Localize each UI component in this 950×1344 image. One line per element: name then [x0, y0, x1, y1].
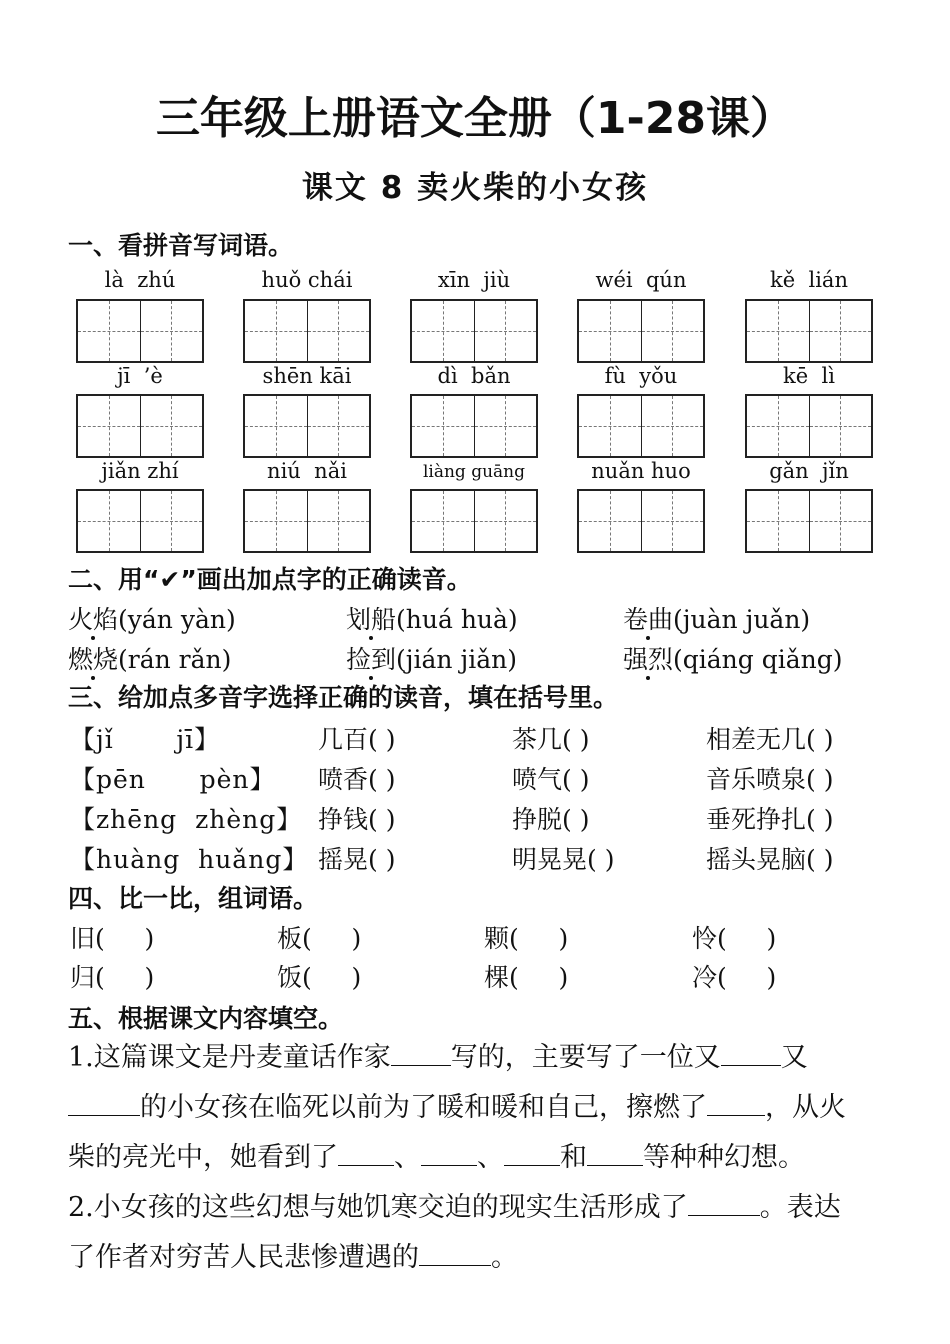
tianzige-cell[interactable]	[641, 301, 704, 361]
answer-blank[interactable]	[391, 1035, 451, 1066]
polyphone-item: 音乐喷泉( )	[706, 765, 834, 794]
page-title: 三年级上册语文全册（1-28课）	[155, 93, 795, 144]
tianzige-cell[interactable]	[412, 301, 474, 361]
compare-item: 饭( )	[277, 963, 362, 992]
tianzige-cell[interactable]	[140, 301, 203, 361]
pinyin-label: kě lián	[770, 268, 848, 292]
pinyin-label: jiǎn zhí	[101, 459, 179, 483]
fill-question-1-line1: 1.这篇课文是丹麦童话作家 写的，主要写了一位又 又	[68, 1033, 808, 1083]
answer-blank[interactable]	[587, 1135, 643, 1166]
pronunciation-item: 捡到(jián jiǎn)	[346, 645, 517, 674]
tianzige-cell[interactable]	[747, 301, 809, 361]
tianzige-cell[interactable]	[412, 396, 474, 456]
writing-grid-box[interactable]	[243, 394, 371, 458]
pronunciation-item: 划船(huá huà)	[346, 605, 518, 634]
tianzige-cell[interactable]	[474, 301, 537, 361]
pinyin-label: dì bǎn	[437, 364, 511, 388]
writing-grid-box[interactable]	[745, 394, 873, 458]
tianzige-cell[interactable]	[641, 396, 704, 456]
compare-item: 板( )	[277, 924, 362, 953]
pinyin-label: jī ’è	[117, 364, 163, 388]
pinyin-label: huǒ chái	[261, 268, 353, 292]
pinyin-label: là zhú	[104, 268, 176, 292]
writing-grid-box[interactable]	[76, 299, 204, 363]
answer-blank[interactable]	[504, 1135, 560, 1166]
tianzige-cell[interactable]	[245, 301, 307, 361]
polyphone-item: 挣脱( )	[512, 805, 590, 834]
tianzige-cell[interactable]	[474, 396, 537, 456]
answer-blank[interactable]	[721, 1035, 781, 1066]
polyphone-item: 喷香( )	[318, 765, 396, 794]
pronunciation-item: 强烈(qiáng qiǎng)	[623, 645, 843, 674]
writing-grid-box[interactable]	[577, 299, 705, 363]
reading-options: 【zhēng zhèng】	[70, 805, 303, 834]
tianzige-cell[interactable]	[245, 396, 307, 456]
answer-blank[interactable]	[688, 1185, 760, 1216]
answer-blank[interactable]	[707, 1085, 765, 1116]
pronunciation-item: 燃烧(rán rǎn)	[68, 645, 232, 674]
polyphone-item: 摇头晃脑( )	[706, 845, 834, 874]
section3-heading: 三、给加点多音字选择正确的读音，填在括号里。	[68, 683, 619, 712]
fill-question-1-line3: 柴的亮光中，她看到了 、 、 和 等种种幻想。	[68, 1133, 805, 1183]
writing-grid-box[interactable]	[410, 299, 538, 363]
tianzige-cell[interactable]	[140, 491, 203, 551]
pinyin-label: wéi qún	[595, 268, 687, 292]
section4-heading: 四、比一比，组词语。	[68, 884, 319, 913]
tianzige-cell[interactable]	[579, 491, 641, 551]
lesson-subtitle: 课文 8 卖火柴的小女孩	[301, 170, 649, 206]
compare-item: 归( )	[70, 963, 155, 992]
answer-blank[interactable]	[338, 1135, 394, 1166]
writing-grid-box[interactable]	[577, 394, 705, 458]
polyphone-item: 挣钱( )	[318, 805, 396, 834]
fill-question-2-line1: 2.小女孩的这些幻想与她饥寒交迫的现实生活形成了 。表达	[68, 1183, 841, 1233]
tianzige-cell[interactable]	[641, 491, 704, 551]
pinyin-label: fù yǒu	[604, 364, 678, 388]
reading-options: 【huàng huǎng】	[70, 845, 309, 874]
polyphone-item: 几百( )	[318, 725, 396, 754]
answer-blank[interactable]	[421, 1135, 477, 1166]
section2-heading: 二、用“✔”画出加点字的正确读音。	[68, 565, 472, 594]
tianzige-cell[interactable]	[809, 301, 872, 361]
tianzige-cell[interactable]	[809, 491, 872, 551]
tianzige-cell[interactable]	[747, 396, 809, 456]
polyphone-item: 茶几( )	[512, 725, 590, 754]
fill-question-2-line2: 了作者对穷苦人民悲惨遭遇的 。	[68, 1233, 518, 1283]
pinyin-label: xīn jiù	[437, 268, 511, 292]
compare-item: 冷( )	[692, 963, 777, 992]
writing-grid-box[interactable]	[745, 489, 873, 553]
tianzige-cell[interactable]	[474, 491, 537, 551]
tianzige-cell[interactable]	[78, 491, 140, 551]
fill-question-1-line2: 的小女孩在临死以前为了暖和暖和自己，擦燃了 ，从火	[68, 1083, 846, 1133]
polyphone-item: 垂死挣扎( )	[706, 805, 834, 834]
tianzige-cell[interactable]	[78, 396, 140, 456]
tianzige-cell[interactable]	[747, 491, 809, 551]
section1-heading: 一、看拼音写词语。	[68, 231, 294, 260]
polyphone-item: 明晃晃( )	[512, 845, 615, 874]
compare-item: 颗( )	[484, 924, 569, 953]
writing-grid-box[interactable]	[76, 489, 204, 553]
polyphone-item: 摇晃( )	[318, 845, 396, 874]
tianzige-cell[interactable]	[78, 301, 140, 361]
compare-item: 棵( )	[484, 963, 569, 992]
answer-blank[interactable]	[419, 1235, 491, 1266]
polyphone-item: 喷气( )	[512, 765, 590, 794]
writing-grid-box[interactable]	[410, 394, 538, 458]
writing-grid-box[interactable]	[410, 489, 538, 553]
tianzige-cell[interactable]	[307, 491, 370, 551]
tianzige-cell[interactable]	[412, 491, 474, 551]
writing-grid-box[interactable]	[243, 489, 371, 553]
writing-grid-box[interactable]	[745, 299, 873, 363]
compare-item: 旧( )	[70, 924, 155, 953]
pinyin-label: liàng guāng	[422, 462, 526, 482]
tianzige-cell[interactable]	[579, 301, 641, 361]
tianzige-cell[interactable]	[307, 301, 370, 361]
tianzige-cell[interactable]	[140, 396, 203, 456]
section5-heading: 五、根据课文内容填空。	[68, 1004, 344, 1033]
pinyin-label: niú nǎi	[267, 459, 347, 483]
compare-item: 怜( )	[692, 924, 777, 953]
tianzige-cell[interactable]	[579, 396, 641, 456]
pinyin-label: kē lì	[783, 364, 835, 388]
pinyin-label: shēn kāi	[262, 364, 352, 388]
reading-options: 【pēn pèn】	[70, 765, 276, 794]
polyphone-item: 相差无几( )	[706, 725, 834, 754]
tianzige-cell[interactable]	[307, 396, 370, 456]
writing-grid-box[interactable]	[243, 299, 371, 363]
pinyin-label: nuǎn huo	[591, 459, 691, 483]
answer-blank[interactable]	[68, 1085, 140, 1116]
tianzige-cell[interactable]	[245, 491, 307, 551]
writing-grid-box[interactable]	[577, 489, 705, 553]
tianzige-cell[interactable]	[809, 396, 872, 456]
reading-options: 【jǐ jī】	[70, 725, 221, 754]
pronunciation-item: 卷曲(juàn juǎn)	[623, 605, 811, 634]
pinyin-label: gǎn jǐn	[769, 459, 849, 483]
writing-grid-box[interactable]	[76, 394, 204, 458]
pronunciation-item: 火焰(yán yàn)	[68, 605, 236, 634]
